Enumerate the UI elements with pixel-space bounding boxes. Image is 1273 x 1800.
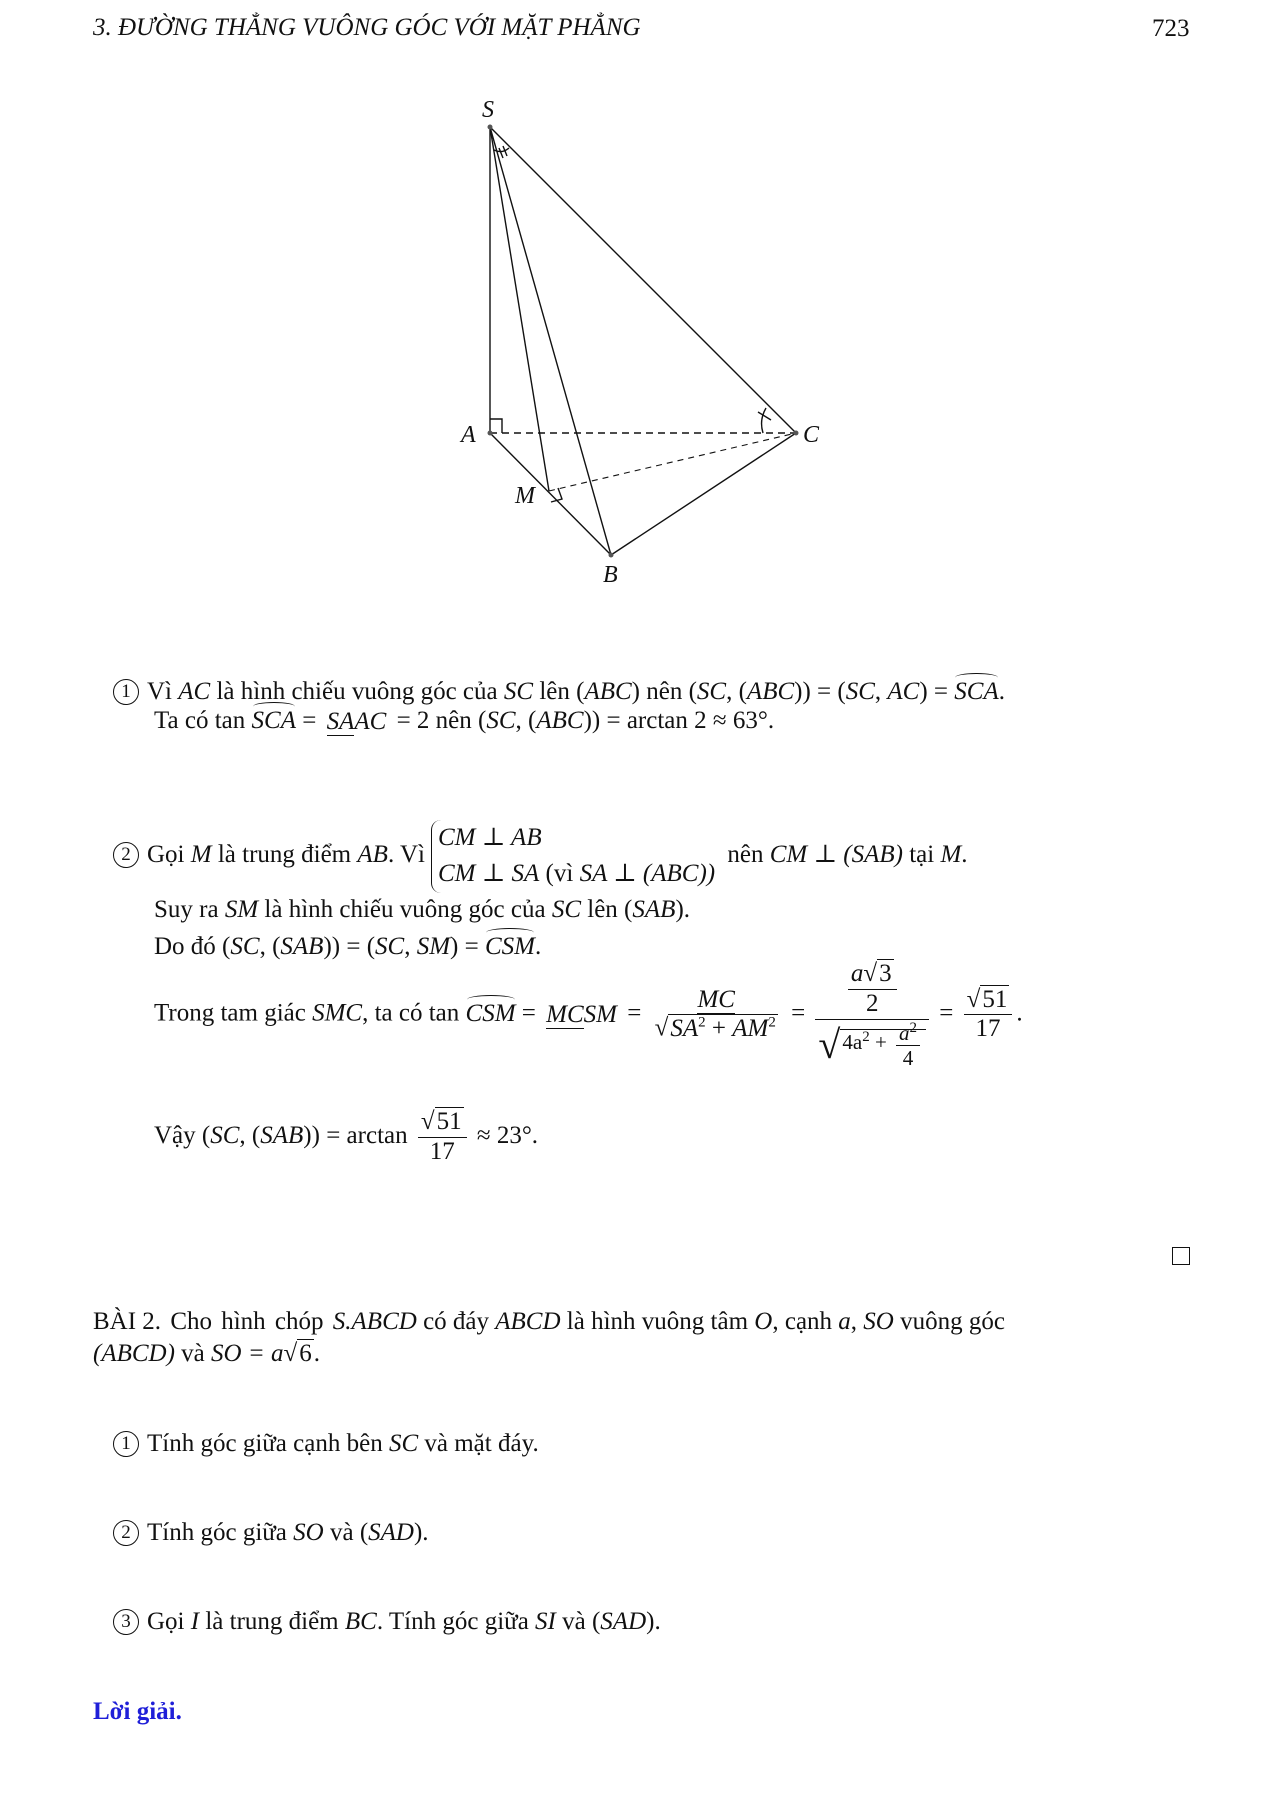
math-text: Suy ra [154, 896, 225, 923]
math-text: vuông góc [893, 1308, 1005, 1335]
math-text: SO = a [211, 1340, 284, 1367]
math-element [848, 960, 897, 1019]
math-text: + [705, 1014, 733, 1042]
problem-2-title: BÀI 2. [93, 1308, 162, 1335]
math-text: )) = ( [323, 933, 376, 960]
math-text: là trung điểm [211, 840, 358, 868]
math-element [840, 1019, 926, 1070]
math-text: SC [486, 707, 516, 734]
math-text: tại [902, 840, 941, 868]
math-element [964, 986, 1013, 1045]
edge-SM [490, 127, 549, 491]
math-text: AM [732, 1014, 769, 1042]
math-text: SCA [251, 707, 296, 734]
math-element [435, 1108, 464, 1137]
math-text: AC [887, 678, 920, 705]
math-text: ABCD [495, 1308, 561, 1335]
math-text: = 2 nên ( [390, 707, 487, 734]
math-text: SM [416, 933, 451, 960]
math-text: 4a [842, 1030, 863, 1055]
math-text: AC [178, 678, 211, 705]
math-text: . [313, 1340, 320, 1367]
math-text: SO [863, 1308, 894, 1335]
math-text: Vậy ( [154, 1121, 211, 1149]
math-text: + [869, 1030, 893, 1055]
label-C: C [803, 422, 820, 448]
math-text: Vì [147, 678, 179, 705]
solution-2-line-1 [113, 820, 968, 893]
math-text: = [620, 999, 648, 1027]
math-text: CM ⊥ [769, 840, 844, 868]
math-text: lên ( [533, 678, 585, 705]
math-text: CM ⊥ SA [438, 860, 540, 888]
math-text: a [850, 960, 864, 987]
math-element [896, 1020, 920, 1046]
math-element [490, 127, 796, 555]
math-element [794, 431, 799, 436]
math-text: 1 [113, 1431, 139, 1457]
math-text: Gọi [147, 1608, 191, 1635]
math-text: và ( [555, 1608, 601, 1635]
math-element [815, 960, 929, 1070]
math-element [840, 1020, 926, 1070]
math-text: SC [696, 678, 727, 705]
math-text: SAB [632, 896, 676, 923]
math-text: 17 [975, 1015, 1001, 1043]
pyramid-figure [0, 0, 1273, 600]
math-text: Do đó ( [154, 933, 231, 960]
math-text: . [998, 678, 1005, 705]
math-text: ). [675, 896, 691, 923]
math-text: 2 [698, 1014, 706, 1031]
math-text: , [850, 1308, 864, 1335]
math-text: SAD [600, 1608, 647, 1635]
math-text: ABC [584, 678, 632, 705]
label-A: A [461, 422, 476, 448]
math-text: Gọi [147, 840, 191, 868]
math-text: Tính góc giữa [147, 1519, 294, 1546]
math-text: CSM [465, 999, 516, 1027]
math-element [815, 960, 929, 1020]
solution-2-line-2 [154, 896, 690, 924]
math-text: , [874, 678, 888, 705]
math-text: SAB [280, 933, 324, 960]
math-text: )) = arctan [303, 1121, 414, 1149]
math-element [668, 1014, 778, 1042]
math-text: . [1016, 999, 1023, 1027]
math-text: CSM [484, 933, 535, 960]
math-text: SC [551, 896, 582, 923]
math-text: . [961, 840, 968, 868]
math-element [815, 1020, 929, 1070]
math-text: AB [357, 840, 388, 868]
math-text: ) nên ( [631, 678, 697, 705]
math-text: M [940, 840, 962, 868]
math-text: a [838, 1308, 851, 1335]
item-number-2: 2 [113, 842, 139, 868]
math-text: 51 [982, 985, 1008, 1013]
math-text: và [174, 1340, 212, 1367]
math-text: SA ⊥ [579, 860, 643, 888]
math-element: √51 [964, 986, 1013, 1016]
math-text: SM [583, 1000, 617, 1028]
math-text: . Tính góc giữa [376, 1608, 536, 1635]
math-text: Ta có tan [154, 707, 252, 734]
math-text: . [534, 933, 542, 960]
edge-AB [490, 433, 611, 555]
label-B: B [603, 562, 618, 588]
problem-2-question-1 [113, 1430, 539, 1458]
math-text: là hình chiếu vuông góc của [210, 678, 504, 705]
math-text: là trung điểm [199, 1608, 345, 1635]
math-text: SMC [312, 999, 363, 1027]
math-text: SO [293, 1519, 324, 1546]
label-S: S [482, 97, 494, 123]
math-element [877, 960, 894, 989]
solution-1-line-2 [154, 707, 774, 736]
math-element [896, 1020, 920, 1070]
problem-2-question-2 [113, 1519, 429, 1547]
label-M: M [515, 483, 535, 509]
math-text: , cạnh [772, 1308, 839, 1335]
math-text: ) = [919, 678, 955, 705]
math-text: 2 [768, 1014, 776, 1031]
solution-2-line-3 [154, 933, 541, 961]
math-element [980, 986, 1009, 1015]
math-text: , ta có tan [362, 999, 466, 1027]
math-text: )) = ( [794, 678, 846, 705]
math-text: ≈ 23°. [470, 1121, 539, 1149]
math-text: SCA [954, 678, 999, 705]
math-text: lên ( [581, 896, 633, 923]
math-element [459, 97, 820, 588]
angle-arc-C [762, 408, 766, 433]
math-element [609, 553, 614, 558]
chapter-header: 3. ĐƯỜNG THẲNG VUÔNG GÓC VỚI MẶT PHẲNG [93, 14, 641, 41]
math-element: $√SA^2 + AM^2$ [654, 1014, 776, 1042]
math-text: 2 [113, 1520, 139, 1546]
math-text: là hình chiếu vuông góc của [258, 896, 552, 923]
page-number: 723 [1152, 15, 1190, 42]
math-text: có đáy [416, 1308, 496, 1335]
math-text: SI [535, 1608, 556, 1635]
math-text: 2 [865, 989, 879, 1017]
math-text: SC [210, 1121, 240, 1149]
math-text: = [295, 707, 323, 734]
math-element [652, 986, 781, 1043]
math-text: SC [503, 678, 534, 705]
math-text: Trong tam giác [154, 999, 313, 1027]
math-text: SC [845, 678, 875, 705]
solution-2-line-4 [154, 960, 1023, 1070]
math-text: 2 [909, 1019, 918, 1036]
item-number-1: 1 [113, 679, 139, 705]
math-text: Tính góc giữa cạnh bên [147, 1430, 389, 1457]
math-element [546, 1001, 617, 1029]
math-text: SAD [368, 1519, 414, 1546]
math-text: SM [224, 896, 259, 923]
math-text: và mặt đáy. [418, 1430, 539, 1457]
math-text: SC [230, 933, 260, 960]
problem-2-statement-line-2: (ABCD) và SO = a√6. [93, 1340, 320, 1367]
fraction-SA-AC [327, 708, 387, 736]
math-text: , ( [259, 933, 281, 960]
math-text: 3 [113, 1609, 139, 1635]
math-text: MC [697, 986, 735, 1014]
math-text: CM ⊥ AB [438, 824, 542, 851]
math-text: 17 [429, 1137, 455, 1165]
math-text: . Vì [387, 840, 425, 868]
math-text: = [784, 999, 812, 1027]
math-text: , ( [515, 707, 537, 734]
qed-box [1172, 1247, 1190, 1265]
angle-tick-S [499, 146, 507, 158]
math-text: SA [670, 1014, 699, 1042]
edge-MC [549, 433, 796, 491]
math-text: BC [344, 1608, 377, 1635]
math-text: SAB [260, 1121, 304, 1149]
math-element: √ [818, 1021, 841, 1067]
math-text: SA [326, 708, 355, 736]
math-text: M [190, 840, 212, 868]
math-text: 6 [299, 1340, 312, 1367]
math-text: 51 [436, 1108, 462, 1135]
math-element: a√3 [848, 960, 897, 990]
math-text: = [933, 999, 960, 1027]
math-text: (vì [539, 860, 580, 888]
math-text: (ABCD) [93, 1340, 175, 1367]
math-text: (SAB) [843, 840, 903, 868]
math-text: 2 [862, 1029, 870, 1046]
math-element [488, 431, 493, 436]
math-text: Cho hình chóp [161, 1308, 333, 1335]
math-text: 3 [879, 960, 892, 987]
math-text: = [515, 999, 543, 1027]
math-element [668, 1014, 778, 1043]
math-text: nên [721, 840, 770, 868]
math-text: O [754, 1308, 773, 1335]
math-text: , [404, 933, 417, 960]
math-text: ). [413, 1519, 429, 1546]
math-text: ) = [450, 933, 485, 960]
solution-heading: Lời giải. [93, 1698, 182, 1725]
math-element [488, 125, 493, 130]
equation-system [431, 820, 715, 893]
angle-tick-C [758, 412, 771, 420]
math-text: và ( [323, 1519, 369, 1546]
math-text: , ( [239, 1121, 261, 1149]
math-element [418, 1108, 467, 1167]
problem-2-question-3 [113, 1608, 661, 1636]
edge-BC [611, 433, 796, 555]
math-text: AC [354, 708, 387, 736]
math-text: I [190, 1608, 200, 1635]
math-text: ). [646, 1608, 661, 1635]
edge-SC [490, 127, 796, 433]
math-element [297, 1340, 314, 1368]
math-text: , ( [726, 678, 747, 705]
math-text: ABC [536, 707, 584, 734]
math-text: 4 [902, 1045, 914, 1070]
math-text: )) = arctan 2 ≈ 63°. [583, 707, 775, 734]
math-element: √51 [418, 1108, 467, 1138]
math-text: ABC [746, 678, 795, 705]
solution-2-line-5 [154, 1108, 538, 1167]
math-text: MC [546, 1000, 584, 1028]
problem-2-statement-line-1 [93, 1308, 1005, 1336]
math-text: SC [375, 933, 405, 960]
math-text: a [899, 1020, 910, 1045]
math-text: là hình vuông tâm [560, 1308, 755, 1335]
math-text: SC [388, 1430, 419, 1457]
right-angle-A [490, 419, 502, 433]
solution-1-line-1 [113, 678, 1005, 706]
math-text: (ABC)) [642, 860, 716, 888]
math-text: S.ABCD [332, 1308, 417, 1335]
